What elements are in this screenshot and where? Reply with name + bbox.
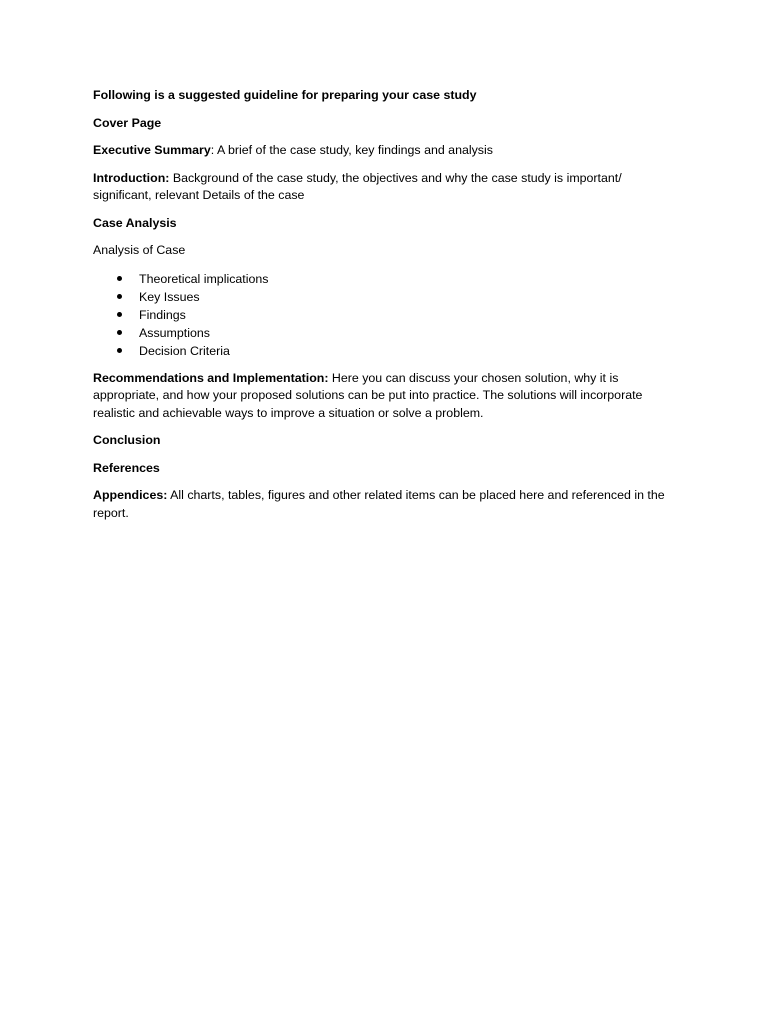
bullet-icon — [117, 312, 122, 317]
introduction-text: Background of the case study, the objectives and why the case study is important/ significant, relevant Details of the case — [93, 170, 622, 202]
appendices-text: All charts, tables, figures and other related items can be placed here and referenced in the report. — [93, 488, 665, 520]
section-introduction — [93, 170, 678, 205]
appendices-label: Appendices: — [93, 488, 168, 502]
recommendations-label: Recommendations and Implementation: — [93, 370, 329, 385]
section-executive-summary — [93, 142, 678, 160]
bullet-icon — [117, 294, 122, 299]
section-case-analysis: Case Analysis — [93, 215, 177, 230]
section-conclusion: Conclusion — [93, 433, 161, 447]
bullet-item — [93, 288, 678, 306]
bullet-item — [93, 306, 678, 324]
bullet-icon — [117, 348, 122, 353]
bullet-icon — [117, 276, 122, 281]
analysis-bullet-list — [93, 270, 678, 360]
section-references: References — [93, 460, 160, 475]
recommendations-text: Here you can discuss your chosen solution, why it is appropriate, and how your proposed solutions can be put into practice. The solutions will incorporate realistic and achievable ways to improve a situation or solve a problem. — [93, 370, 643, 420]
introduction-label: Introduction: — [93, 170, 170, 185]
analysis-of-case-text: Analysis of Case — [93, 243, 186, 257]
bullet-text: Assumptions — [139, 325, 210, 340]
bullet-item — [93, 342, 678, 360]
document-page — [93, 87, 678, 532]
bullet-icon — [117, 330, 122, 335]
bullet-text: Findings — [139, 307, 186, 322]
section-cover-page: Cover Page — [93, 115, 162, 130]
document-heading: Following is a suggested guideline for preparing your case study — [93, 88, 477, 102]
executive-summary-label: Executive Summary — [93, 143, 211, 157]
bullet-text: Decision Criteria — [139, 343, 230, 358]
bullet-text: Theoretical implications — [139, 271, 269, 286]
bullet-item — [93, 270, 678, 288]
section-recommendations — [93, 370, 678, 423]
section-appendices — [93, 487, 678, 522]
bullet-text: Key Issues — [139, 289, 200, 304]
executive-summary-text: : A brief of the case study, key findings and analysis — [210, 143, 493, 157]
bullet-item — [93, 324, 678, 342]
